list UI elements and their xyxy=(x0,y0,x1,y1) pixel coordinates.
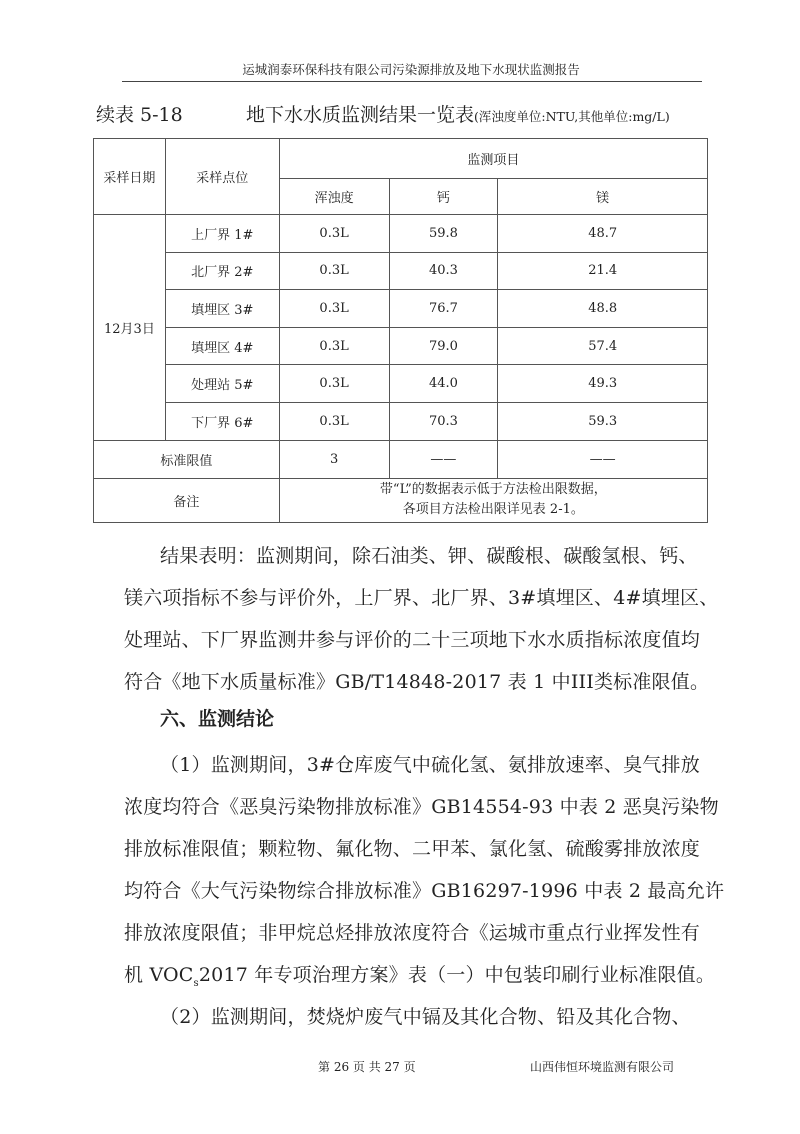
result-line: 镁六项指标不参与评价外，上厂界、北厂界、3#填埋区、4#填埋区、 xyxy=(124,587,719,609)
value-cell: 59.3 xyxy=(498,402,708,440)
table-unit: (浑浊度单位:NTU,其他单位:mg/L) xyxy=(474,109,670,124)
value-cell: 0.3L xyxy=(279,365,389,403)
date-cell: 12月3日 xyxy=(94,215,166,441)
value-cell: 0.3L xyxy=(279,327,389,365)
standard-cell: 3 xyxy=(279,440,389,478)
table-name: 地下水水质监测结果一览表 xyxy=(246,104,475,126)
value-cell: 0.3L xyxy=(279,215,389,253)
subscript: s xyxy=(193,977,199,989)
footer-company: 山西伟恒环境监测有限公司 xyxy=(530,1060,675,1074)
value-cell: 49.3 xyxy=(498,365,708,403)
result-line: 处理站、下厂界监测井参与评价的二十三项地下水水质指标浓度值均 xyxy=(124,629,701,651)
conclusion-line: 排放浓度限值；非甲烷总烃排放浓度符合《运城市重点行业挥发性有 xyxy=(124,922,701,944)
header-site: 采样点位 xyxy=(165,139,279,215)
value-cell: 21.4 xyxy=(498,252,708,290)
header-divider xyxy=(122,81,702,82)
site-cell: 下厂界 6# xyxy=(165,402,279,440)
site-cell: 填埋区 3# xyxy=(165,290,279,328)
value-cell: 76.7 xyxy=(389,290,498,328)
result-line: 结果表明：监测期间，除石油类、钾、碳酸根、碳酸氢根、钙、 xyxy=(160,545,698,567)
header-items: 监测项目 xyxy=(279,139,707,179)
table-row xyxy=(94,365,708,403)
value-cell: 79.0 xyxy=(389,327,498,365)
standard-label: 标准限值 xyxy=(94,440,280,478)
page-number: 第 26 页 共 27 页 xyxy=(318,1060,416,1074)
table-row xyxy=(94,290,708,328)
running-header: 运城润泰环保科技有限公司污染源排放及地下水现状监测报告 xyxy=(242,62,580,77)
results-table xyxy=(93,138,708,523)
table-title xyxy=(96,100,670,127)
site-cell: 上厂界 1# xyxy=(165,215,279,253)
conclusion-line: 排放标准限值；颗粒物、氟化物、二甲苯、氯化氢、硫酸雾排放浓度 xyxy=(124,838,701,860)
note-line: 带“L”的数据表示低于方法检出限数据， xyxy=(379,482,607,498)
standard-cell: —— xyxy=(498,440,708,478)
text: 2017 年专项治理方案》表（一）中包装印刷行业标准限值。 xyxy=(198,964,716,986)
value-cell: 0.3L xyxy=(279,290,389,328)
conclusion-line: 浓度均符合《恶臭污染物排放标准》GB14554-93 中表 2 恶臭污染物 xyxy=(124,796,719,818)
value-cell: 0.3L xyxy=(279,252,389,290)
conclusion-line: 均符合《大气污染物综合排放标准》GB16297-1996 中表 2 最高允许 xyxy=(124,880,725,902)
result-line: 符合《地下水质量标准》GB/T14848-2017 表 1 中III类标准限值。 xyxy=(124,671,710,693)
standard-cell: —— xyxy=(389,440,498,478)
header-calcium: 钙 xyxy=(389,179,498,215)
conclusion-line xyxy=(124,960,715,989)
note-row xyxy=(94,478,708,522)
note-line: 各项目方法检出限详见表 2-1。 xyxy=(402,502,584,518)
site-cell: 处理站 5# xyxy=(165,365,279,403)
header-turbidity: 浑浊度 xyxy=(279,179,389,215)
value-cell: 59.8 xyxy=(389,215,498,253)
header-magnesium: 镁 xyxy=(498,179,708,215)
table-row xyxy=(94,327,708,365)
table-number: 续表 5-18 xyxy=(96,104,183,126)
standard-row xyxy=(94,440,708,478)
conclusion-line: （2）监测期间，焚烧炉废气中镉及其化合物、铅及其化合物、 xyxy=(160,1006,691,1028)
note-label: 备注 xyxy=(94,478,280,522)
value-cell: 0.3L xyxy=(279,402,389,440)
note-text xyxy=(279,478,707,522)
value-cell: 57.4 xyxy=(498,327,708,365)
value-cell: 48.7 xyxy=(498,215,708,253)
value-cell: 40.3 xyxy=(389,252,498,290)
table-row xyxy=(94,215,708,253)
table-row xyxy=(94,402,708,440)
site-cell: 北厂界 2# xyxy=(165,252,279,290)
section-heading: 六、监测结论 xyxy=(160,708,275,730)
conclusion-line: （1）监测期间，3#仓库废气中硫化氢、氨排放速率、臭气排放 xyxy=(160,754,700,776)
site-cell: 填埋区 4# xyxy=(165,327,279,365)
text: 机 VOC xyxy=(124,964,194,986)
value-cell: 70.3 xyxy=(389,402,498,440)
header-date: 采样日期 xyxy=(94,139,166,215)
value-cell: 48.8 xyxy=(498,290,708,328)
value-cell: 44.0 xyxy=(389,365,498,403)
table-row xyxy=(94,252,708,290)
